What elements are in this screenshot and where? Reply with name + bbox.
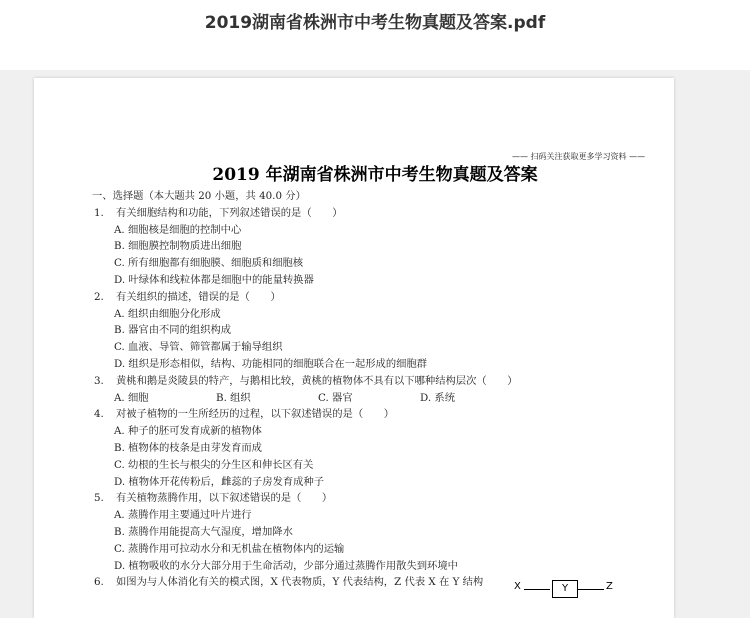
- option: B. 器官由不同的组织构成: [114, 324, 232, 337]
- question-text: 黄桃和鹅是炎陵县的特产，与鹅相比较，黄桃的植物体不具有以下哪种结构层次（ ）: [116, 374, 518, 387]
- option: C. 幼根的生长与根尖的分生区和伸长区有关: [114, 458, 314, 471]
- question-number: 5.: [94, 492, 104, 505]
- question-1: [92, 205, 612, 222]
- question-3: [92, 373, 612, 390]
- option: A. 细胞核是细胞的控制中心: [114, 223, 242, 236]
- option: A. 细胞: [114, 391, 149, 404]
- diagram-x-label: X: [514, 581, 521, 592]
- option: A. 组织由细胞分化形成: [114, 307, 221, 320]
- option-row: [92, 390, 612, 407]
- option: B. 细胞膜控制物质进出细胞: [114, 240, 242, 253]
- option: D. 系统: [420, 391, 456, 404]
- option: D. 植物吸收的水分大部分用于生命活动，少部分通过蒸腾作用散失到环境中: [114, 559, 458, 572]
- option: C. 器官: [318, 391, 353, 404]
- question-text: 对被子植物的一生所经历的过程，以下叙述错误的是（ ）: [116, 408, 395, 421]
- document-title: 2019 年湖南省株洲市中考生物真题及答案: [212, 165, 538, 185]
- question-2: [92, 289, 612, 306]
- question-5: [92, 490, 612, 507]
- question-4: [92, 406, 612, 423]
- question-text: 有关植物蒸腾作用，以下叙述错误的是（ ）: [116, 492, 333, 505]
- question-number: 1.: [94, 206, 104, 219]
- digestion-diagram: [514, 578, 624, 594]
- watermark-text: —— 扫码关注获取更多学习资料 ——: [512, 152, 646, 161]
- section-heading: 一、选择题（本大题共 20 小题，共 40.0 分）: [92, 190, 306, 202]
- question-number: 2.: [94, 290, 104, 303]
- question-text: 有关细胞结构和功能，下列叙述错误的是（ ）: [116, 206, 343, 219]
- option: C. 血液、导管、筛管都属于输导组织: [114, 341, 283, 354]
- option: A. 蒸腾作用主要通过叶片进行: [114, 509, 252, 522]
- diagram-z-label: Z: [606, 581, 613, 592]
- diagram-y-box: Y: [552, 580, 578, 598]
- file-name-title: 2019湖南省株洲市中考生物真题及答案.pdf: [204, 13, 546, 33]
- question-number: 6.: [94, 576, 104, 589]
- option: C. 蒸腾作用可拉动水分和无机盐在植物体内的运输: [114, 542, 345, 555]
- viewer-toolbar: [0, 0, 750, 70]
- option: B. 植物体的枝条是由芽发育而成: [114, 441, 262, 454]
- option: A. 种子的胚可发育成新的植物体: [114, 425, 262, 438]
- question-text: 有关组织的描述，错误的是（ ）: [116, 290, 281, 303]
- option: D. 叶绿体和线粒体都是细胞中的能量转换器: [114, 273, 314, 286]
- option: B. 组织: [216, 391, 251, 404]
- question-number: 4.: [94, 408, 104, 421]
- question-text: 如图为与人体消化有关的模式图，X 代表物质，Y 代表结构，Z 代表 X 在 Y 结构: [116, 576, 484, 589]
- question-number: 3.: [94, 374, 104, 387]
- document-body: [92, 188, 612, 591]
- option: B. 蒸腾作用能提高大气湿度，增加降水: [114, 525, 293, 538]
- option: C. 所有细胞都有细胞膜、细胞质和细胞核: [114, 257, 304, 270]
- option: D. 植物体开花传粉后，雌蕊的子房发育成种子: [114, 475, 325, 488]
- option: D. 组织是形态相似，结构、功能相同的细胞联合在一起形成的细胞群: [114, 357, 428, 370]
